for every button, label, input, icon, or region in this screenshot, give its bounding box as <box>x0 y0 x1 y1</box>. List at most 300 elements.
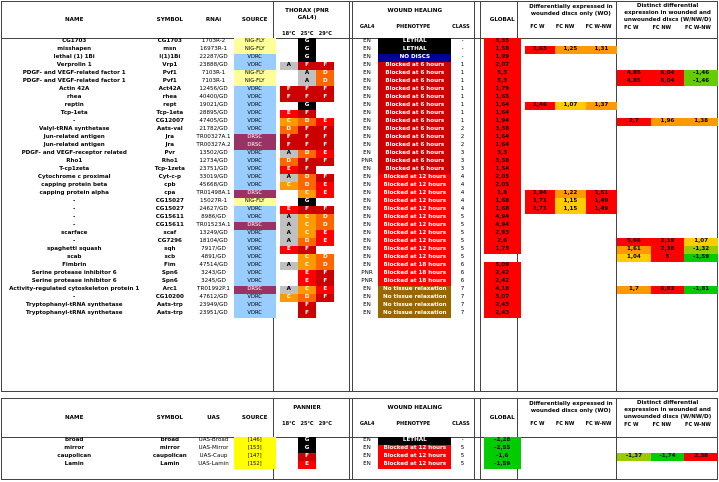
global-cell: 5,09 <box>484 262 521 270</box>
gene-symbol-cell: Rho1 <box>161 158 178 165</box>
spacer-cell <box>334 294 355 302</box>
wnwd-fc-nw-cell <box>651 182 685 190</box>
top-row <box>2 310 718 318</box>
temp-29-cell <box>316 46 334 54</box>
bottom-row <box>2 461 718 469</box>
temp-18-cell: D <box>280 158 298 166</box>
top-row <box>2 46 718 54</box>
wo-fc-nw-cell <box>555 445 586 453</box>
temp-29-cell: F <box>316 94 334 102</box>
temp-18-cell: F <box>280 134 298 142</box>
wo-fc-nw-cell <box>555 310 586 318</box>
wo-fc-nw-cell <box>555 182 586 190</box>
spacer-cell <box>474 70 484 78</box>
global-cell: 1,54 <box>484 166 521 174</box>
top-row <box>2 54 718 62</box>
temp-18-cell <box>280 453 298 461</box>
temp-18-cell: A <box>280 174 298 182</box>
temp-25-cell: E <box>298 461 316 469</box>
class-cell: 2 <box>460 126 465 133</box>
wo-fc-wnw-cell <box>586 86 618 94</box>
gene-name-cell: Cytochrome c proximal <box>37 174 111 181</box>
wo-fc-w-cell <box>525 270 556 278</box>
wnwd-fc-nw-cell <box>651 62 685 70</box>
wo-fc-nw-cell: 1,07 <box>555 102 586 110</box>
gene-name-cell: Rho1 <box>66 158 83 165</box>
wnwd-fc-nw-cell <box>651 158 685 166</box>
spacer-cell <box>474 198 484 206</box>
temp-18-cell: A <box>280 62 298 70</box>
wnwd-fc-w-cell <box>617 270 651 278</box>
bottom-header-temp-18: 18°C <box>282 421 296 427</box>
class-cell: 5 <box>460 246 465 253</box>
spacer-cell <box>474 78 484 86</box>
temp-29-cell: E <box>316 182 334 190</box>
wo-fc-wnw-cell: 1,31 <box>586 46 618 54</box>
gene-name-cell: scab <box>66 254 82 261</box>
gene-symbol-cell: CG15027 <box>155 198 184 205</box>
temp-29-cell: D <box>316 78 334 86</box>
spacer-cell <box>474 278 484 286</box>
wnwd-fc-nw-cell <box>651 46 685 54</box>
temp-18-cell <box>280 270 298 278</box>
gene-symbol-cell: Aats-trp <box>156 310 183 317</box>
wo-fc-wnw-cell <box>586 134 618 142</box>
gene-name-cell: rhea <box>67 94 82 101</box>
spacer-cell <box>474 142 484 150</box>
temp-18-cell: C <box>280 118 298 126</box>
wo-fc-w-cell <box>525 142 556 150</box>
wnwd-fc-nw-cell <box>651 270 685 278</box>
global-cell: 1,64 <box>484 142 521 150</box>
spacer-cell <box>334 70 355 78</box>
wo-fc-nw-cell <box>555 230 586 238</box>
header-fc-w-2: FC W <box>624 25 639 31</box>
wo-fc-nw-cell <box>555 246 586 254</box>
gene-symbol-cell: CG1703 <box>157 38 182 45</box>
phenotype-cell: Blocked at 12 hours <box>378 182 451 190</box>
gene-symbol-cell: rhea <box>162 94 177 101</box>
header-thorax: THORAX (PNR GAL4) <box>285 8 329 21</box>
wo-fc-wnw-cell <box>586 150 618 158</box>
class-cell: 4 <box>460 190 465 197</box>
temp-29-cell <box>316 246 334 254</box>
wo-fc-nw-cell <box>555 174 586 182</box>
top-row <box>2 150 718 158</box>
gal4-cell: EN <box>363 182 371 189</box>
gene-name-cell: Tryptophanyl-tRNA synthetase <box>25 310 123 317</box>
spacer-cell <box>474 445 484 453</box>
class-cell: 2 <box>460 142 465 149</box>
spacer-cell <box>474 62 484 70</box>
temp-25-cell: F <box>298 302 316 310</box>
wo-fc-w-cell <box>525 70 556 78</box>
wo-fc-w-cell: 1,84 <box>525 190 556 198</box>
gene-symbol-cell: CG7296 <box>157 238 182 245</box>
spacer-cell <box>334 174 355 182</box>
bottom-header-wo: Differentially expressed in wounded discs only (WO) <box>529 401 613 414</box>
source-cell: VDRC <box>234 214 276 222</box>
temp-29-cell: F <box>316 126 334 134</box>
wnwd-fc-wnw-cell <box>684 230 718 238</box>
temp-29-cell: E <box>316 150 334 158</box>
top-row <box>2 302 718 310</box>
gene-name-cell: - <box>73 222 76 229</box>
temp-29-cell: E <box>316 118 334 126</box>
bottom-header-phenotype: PHENOTYPE <box>396 421 431 427</box>
wo-fc-w-cell <box>525 437 556 445</box>
wnwd-fc-w-cell <box>617 461 651 469</box>
temp-18-cell <box>280 38 298 46</box>
wo-fc-nw-cell <box>555 70 586 78</box>
wo-fc-w-cell <box>525 150 556 158</box>
wnwd-fc-w-cell <box>617 174 651 182</box>
class-cell: 7 <box>460 294 465 301</box>
spacer-cell <box>334 310 355 318</box>
wo-fc-wnw-cell <box>586 78 618 86</box>
phenotype-cell: Blocked at 12 hours <box>378 198 451 206</box>
temp-25-cell: F <box>298 158 316 166</box>
phenotype-cell: No tissue relaxation <box>378 286 451 294</box>
wnwd-fc-w-cell: -1,37 <box>617 453 651 461</box>
gene-symbol-cell: Pvf1 <box>162 78 177 85</box>
wo-fc-wnw-cell <box>586 294 618 302</box>
spacer-cell <box>334 214 355 222</box>
rnai-line-cell: 16973R-1 <box>199 46 228 53</box>
spacer-cell <box>334 270 355 278</box>
spacer-cell <box>334 62 355 70</box>
wo-fc-nw-cell <box>555 270 586 278</box>
temp-29-cell: E <box>316 190 334 198</box>
class-cell: 5 <box>460 445 465 452</box>
top-row <box>2 254 718 262</box>
gene-name-cell: scarface <box>60 230 88 237</box>
wnwd-fc-wnw-cell <box>684 166 718 174</box>
wnwd-fc-w-cell <box>617 46 651 54</box>
class-cell: 4 <box>460 174 465 181</box>
top-row <box>2 278 718 286</box>
temp-18-cell <box>280 46 298 54</box>
temp-18-cell: A <box>280 222 298 230</box>
top-row <box>2 238 718 246</box>
source-cell: DRSC <box>234 222 276 230</box>
spacer-cell <box>334 158 355 166</box>
wnwd-fc-w-cell <box>617 310 651 318</box>
wo-fc-nw-cell <box>555 110 586 118</box>
phenotype-cell: Blocked at 12 hours <box>378 190 451 198</box>
wnwd-fc-wnw-cell: -1,46 <box>684 78 718 86</box>
rnai-line-cell: 3243/GD <box>201 270 226 277</box>
gene-symbol-cell: CG15611 <box>155 214 184 221</box>
rnai-line-cell: 12456/GD <box>199 86 228 93</box>
wnwd-fc-wnw-cell <box>684 62 718 70</box>
spacer-cell <box>334 278 355 286</box>
spacer-cell <box>474 214 484 222</box>
spacer-cell <box>474 54 484 62</box>
phenotype-cell: Blocked at 12 hours <box>378 254 451 262</box>
wo-fc-w-cell: 1,63 <box>525 46 556 54</box>
rnai-line-cell: TR01498A.1 <box>196 190 231 197</box>
source-cell: VDRC <box>234 302 276 310</box>
global-cell: -1,59 <box>484 461 521 469</box>
wnwd-fc-w-cell <box>617 142 651 150</box>
source-cell: VDRC <box>234 126 276 134</box>
wo-fc-nw-cell <box>555 158 586 166</box>
wo-fc-w-cell: 1,71 <box>525 198 556 206</box>
global-cell <box>484 254 521 262</box>
temp-18-cell: A <box>280 230 298 238</box>
bottom-header-pannier: PANNIER <box>293 405 321 411</box>
spacer-cell <box>474 254 484 262</box>
temp-25-cell: C <box>298 230 316 238</box>
wo-fc-w-cell <box>525 62 556 70</box>
temp-25-cell: C <box>298 262 316 270</box>
header-wnwd: Distinct differential expression in wounded and unwounded discs (W/NW/D) <box>623 3 712 23</box>
rnai-line-cell: TR00327A.2 <box>196 142 231 149</box>
wnwd-fc-w-cell <box>617 278 651 286</box>
class-cell: 3 <box>460 150 465 157</box>
gene-name-cell: - <box>73 118 76 125</box>
source-cell: VDRC <box>234 86 276 94</box>
source-cell: VDRC <box>234 206 276 214</box>
class-cell: 1 <box>460 118 465 125</box>
wnwd-fc-w-cell <box>617 126 651 134</box>
wo-fc-w-cell <box>525 214 556 222</box>
spacer-cell <box>474 46 484 54</box>
wnwd-fc-w-cell <box>617 38 651 46</box>
wo-fc-wnw-cell <box>586 70 618 78</box>
gene-name-cell: Tcp-1eta <box>60 110 88 117</box>
gal4-cell: EN <box>363 134 371 141</box>
wnwd-fc-nw-cell <box>651 94 685 102</box>
gene-symbol-cell: Pvf1 <box>162 70 177 77</box>
wnwd-fc-wnw-cell: -1,46 <box>684 70 718 78</box>
temp-18-cell: E <box>280 206 298 214</box>
class-cell: 6 <box>460 270 465 277</box>
wo-fc-wnw-cell <box>586 278 618 286</box>
wnwd-fc-nw-cell <box>651 214 685 222</box>
gene-symbol-cell: CG10200 <box>155 294 184 301</box>
source-cell: VDRC <box>234 174 276 182</box>
temp-25-cell: D <box>298 182 316 190</box>
temp-25-cell: G <box>298 102 316 110</box>
gene-symbol-cell: CG15027 <box>155 206 184 213</box>
temp-18-cell <box>280 254 298 262</box>
global-cell: 2,6 <box>484 238 521 246</box>
wnwd-fc-nw-cell <box>651 102 685 110</box>
wnwd-fc-w-cell <box>617 302 651 310</box>
uas-line-cell: UAS-Caup <box>199 453 228 460</box>
spacer-cell <box>474 206 484 214</box>
spacer-cell <box>334 166 355 174</box>
bottom-header-temp-25: 25°C <box>300 421 314 427</box>
temp-29-cell: F <box>316 134 334 142</box>
header-temp-18: 18°C <box>282 31 296 37</box>
top-row <box>2 262 718 270</box>
class-cell: - <box>461 38 464 45</box>
gal4-cell: EN <box>363 70 371 77</box>
temp-18-cell: E <box>280 110 298 118</box>
spacer-cell <box>474 238 484 246</box>
temp-18-cell <box>280 78 298 86</box>
wo-fc-nw-cell: 1,22 <box>555 190 586 198</box>
temp-25-cell: F <box>298 310 316 318</box>
temp-25-cell: A <box>298 78 316 86</box>
spacer-cell <box>474 270 484 278</box>
gal4-cell: EN <box>363 206 371 213</box>
phenotype-cell: Blocked at 12 hours <box>378 238 451 246</box>
temp-18-cell: F <box>280 142 298 150</box>
wnwd-fc-nw-cell: 2,38 <box>651 246 685 254</box>
temp-25-cell: F <box>298 94 316 102</box>
bottom-header-fc-nw: FC NW <box>555 421 575 427</box>
temp-25-cell: C <box>298 286 316 294</box>
gal4-cell: EN <box>363 126 371 133</box>
class-cell: 3 <box>460 158 465 165</box>
global-cell: 4,94 <box>484 222 521 230</box>
gal4-cell: EN <box>363 150 371 157</box>
spacer-cell <box>474 246 484 254</box>
wo-fc-nw-cell <box>555 54 586 62</box>
gal4-cell: EN <box>363 102 371 109</box>
gene-symbol-cell: Act42A <box>158 86 181 93</box>
class-cell: 1 <box>460 78 465 85</box>
spacer-cell <box>474 134 484 142</box>
global-cell: -2,28 <box>484 437 521 445</box>
spacer-cell <box>334 182 355 190</box>
phenotype-cell: Blocked at 12 hours <box>378 222 451 230</box>
global-cell: -1,6 <box>484 453 521 461</box>
temp-29-cell: F <box>316 270 334 278</box>
source-cell: VDRC <box>234 118 276 126</box>
temp-25-cell: G <box>298 46 316 54</box>
temp-29-cell <box>316 198 334 206</box>
gene-name-cell: Jun-related antigen <box>43 142 105 149</box>
temp-29-cell: F <box>316 174 334 182</box>
rnai-line-cell: 40400/GD <box>199 94 228 101</box>
phenotype-cell: Blocked at 12 hours <box>378 214 451 222</box>
spacer-cell <box>334 286 355 294</box>
wo-fc-wnw-cell <box>586 110 618 118</box>
gal4-cell: PNR <box>361 278 373 285</box>
wo-fc-wnw-cell <box>586 174 618 182</box>
wo-fc-nw-cell <box>555 86 586 94</box>
gene-name-cell: Jun-related antigen <box>43 134 105 141</box>
temp-25-cell: G <box>298 445 316 453</box>
source-cell: VDRC <box>234 94 276 102</box>
spacer-cell <box>334 262 355 270</box>
wo-fc-nw-cell <box>555 286 586 294</box>
wnwd-fc-nw-cell: 6,04 <box>651 70 685 78</box>
source-cell: [152] <box>234 461 276 469</box>
temp-25-cell: F <box>298 142 316 150</box>
wnwd-fc-nw-cell <box>651 206 685 214</box>
class-cell: 1 <box>460 70 465 77</box>
uas-line-cell: UAS-Broad <box>198 437 229 444</box>
temp-25-cell: F <box>298 126 316 134</box>
wo-fc-w-cell <box>525 86 556 94</box>
temp-29-cell: F <box>316 142 334 150</box>
wnwd-fc-nw-cell <box>651 262 685 270</box>
wo-fc-nw-cell <box>555 302 586 310</box>
temp-18-cell: A <box>280 150 298 158</box>
top-row <box>2 214 718 222</box>
spacer-cell <box>334 126 355 134</box>
global-cell: 2,43 <box>484 310 521 318</box>
wnwd-fc-w-cell <box>617 190 651 198</box>
wnwd-fc-wnw-cell: -1,59 <box>684 254 718 262</box>
temp-29-cell <box>316 110 334 118</box>
source-cell: NIG-FLY <box>234 70 276 78</box>
wo-fc-wnw-cell <box>586 270 618 278</box>
wnwd-fc-nw-cell <box>651 222 685 230</box>
spacer-cell <box>334 238 355 246</box>
wnwd-fc-nw-cell <box>651 437 685 445</box>
temp-29-cell <box>316 461 334 469</box>
gene-name-cell: Fimbrin <box>62 262 87 269</box>
class-cell: 5 <box>460 254 465 261</box>
spacer-cell <box>474 230 484 238</box>
global-cell: 2,93 <box>484 230 521 238</box>
spacer-cell <box>474 190 484 198</box>
bottom-row <box>2 453 718 461</box>
top-row <box>2 102 718 110</box>
wo-fc-nw-cell <box>555 437 586 445</box>
wnwd-fc-nw-cell: 2,19 <box>651 238 685 246</box>
gene-symbol-cell: scaf <box>163 230 177 237</box>
wo-fc-w-cell <box>525 222 556 230</box>
bottom-header-uas: UAS <box>207 414 220 421</box>
wnwd-fc-w-cell <box>617 222 651 230</box>
temp-18-cell <box>280 278 298 286</box>
wnwd-fc-nw-cell <box>651 294 685 302</box>
header-rnai: RNAi <box>205 16 222 23</box>
gene-symbol-cell: Aats-trp <box>156 302 183 309</box>
wnwd-fc-w-cell: 5,66 <box>617 238 651 246</box>
spacer-cell <box>334 246 355 254</box>
rnai-line-cell: 7103R-1 <box>201 78 226 85</box>
class-cell: 1 <box>460 94 465 101</box>
wnwd-fc-nw-cell: -1,74 <box>651 453 685 461</box>
header-temp-25: 25°C <box>300 31 314 37</box>
global-cell: 1,58 <box>484 46 521 54</box>
gene-symbol-cell: Tcp-1eta <box>156 110 184 117</box>
top-row <box>2 294 718 302</box>
class-cell: - <box>461 54 464 61</box>
wo-fc-w-cell <box>525 110 556 118</box>
global-cell: 2,05 <box>484 182 521 190</box>
wo-fc-w-cell <box>525 158 556 166</box>
rnai-line-cell: 23888/GD <box>199 62 228 69</box>
class-cell: 1 <box>460 102 465 109</box>
spacer-cell <box>474 110 484 118</box>
source-cell: VDRC <box>234 278 276 286</box>
spacer-cell <box>334 118 355 126</box>
wo-fc-w-cell <box>525 262 556 270</box>
gal4-cell: EN <box>363 166 371 173</box>
source-cell: VDRC <box>234 294 276 302</box>
temp-25-cell: F <box>298 62 316 70</box>
spacer-cell <box>474 118 484 126</box>
temp-18-cell: D <box>280 126 298 134</box>
wo-fc-w-cell <box>525 286 556 294</box>
wo-fc-nw-cell: 1,25 <box>555 46 586 54</box>
wnwd-fc-w-cell: 1,04 <box>617 254 651 262</box>
wnwd-fc-wnw-cell <box>684 158 718 166</box>
temp-18-cell <box>280 102 298 110</box>
wnwd-fc-wnw-cell <box>684 110 718 118</box>
wnwd-fc-wnw-cell: 1,38 <box>684 118 718 126</box>
